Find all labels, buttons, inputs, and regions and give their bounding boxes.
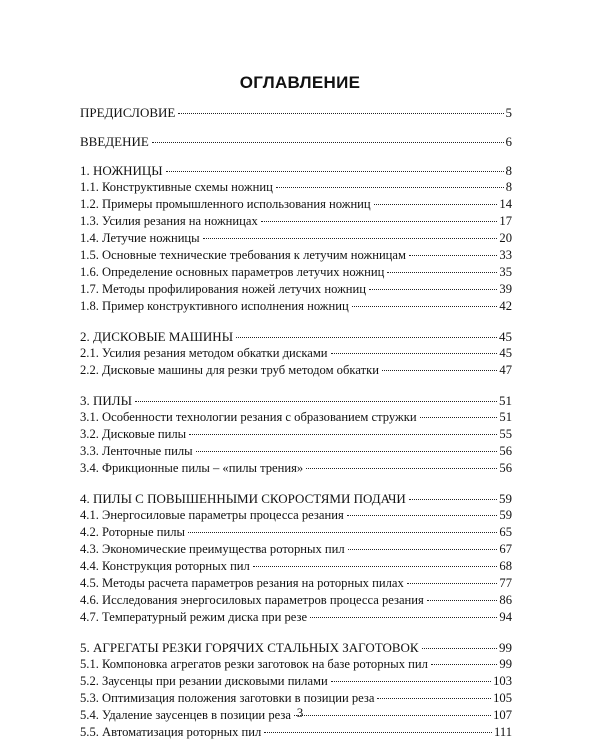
toc-subsection-entry (80, 426, 512, 443)
entry-page-number: 20 (499, 231, 512, 245)
chapter-title: 4. ПИЛЫ С ПОВЫШЕННЫМИ СКОРОСТЯМИ ПОДАЧИ (80, 491, 406, 506)
subsection-title: 4.1. Энергосиловые параметры процесса резания (80, 508, 344, 522)
subsection-title: 5.5. Автоматизация роторных пил (80, 725, 262, 739)
dot-leader (409, 499, 497, 500)
subsection-title: 1.6. Определение основных параметров летучих ножниц (80, 265, 385, 279)
subsection-title: 3.3. Ленточные пилы (80, 444, 193, 458)
dot-leader (369, 289, 497, 290)
toc-subsection-entry (80, 409, 512, 426)
entry-page-number: 51 (499, 410, 512, 424)
entry-page-number: 56 (499, 461, 512, 475)
subsection-title: 4.6. Исследования энергосиловых параметров процесса резания (80, 593, 424, 607)
toc-section (80, 104, 512, 121)
toc-subsection-entry (80, 298, 512, 315)
toc-section (80, 162, 512, 315)
dot-leader (310, 617, 497, 618)
entry-page-number: 14 (499, 197, 512, 211)
dot-leader (166, 171, 504, 172)
toc-subsection-entry (80, 345, 512, 362)
toc-subsection-entry (80, 443, 512, 460)
subsection-title: 2.1. Усилия резания методом обкатки дисками (80, 346, 328, 360)
chapter-title: ПРЕДИСЛОВИЕ (80, 105, 176, 120)
dot-leader (253, 566, 498, 567)
subsection-title: 1.1. Конструктивные схемы ножниц (80, 180, 273, 194)
entry-page-number: 45 (499, 329, 512, 344)
entry-page-number: 86 (499, 593, 512, 607)
dot-leader (377, 698, 491, 699)
subsection-title: 4.7. Температурный режим диска при резе (80, 610, 308, 624)
dot-leader (387, 272, 497, 273)
toc-chapter-entry (80, 133, 512, 150)
toc-subsection-entry (80, 575, 512, 592)
subsection-title: 5.3. Оптимизация положения заготовки в позиции реза (80, 691, 375, 705)
toc-chapter-entry (80, 328, 512, 345)
entry-page-number: 111 (494, 725, 512, 739)
toc-chapter-entry (80, 392, 512, 409)
dot-leader (427, 600, 498, 601)
toc-subsection-entry (80, 524, 512, 541)
toc-subsection-entry (80, 507, 512, 524)
dot-leader (152, 142, 504, 143)
toc-chapter-entry (80, 104, 512, 121)
dot-leader (188, 532, 497, 533)
subsection-title: 4.3. Экономические преимущества роторных пил (80, 542, 345, 556)
entry-page-number: 105 (493, 691, 512, 705)
entry-page-number: 42 (499, 299, 512, 313)
toc-subsection-entry (80, 592, 512, 609)
entry-page-number: 68 (499, 559, 512, 573)
table-of-contents (80, 104, 512, 754)
subsection-title: 1.8. Пример конструктивного исполнения ножниц (80, 299, 349, 313)
subsection-title: 5.2. Заусенцы при резании дисковыми пилами (80, 674, 328, 688)
dot-leader (276, 187, 504, 188)
dot-leader (374, 204, 498, 205)
entry-page-number: 51 (499, 393, 512, 408)
toc-subsection-entry (80, 264, 512, 281)
toc-subsection-entry (80, 558, 512, 575)
dot-leader (189, 434, 497, 435)
dot-leader (135, 401, 497, 402)
toc-subsection-entry (80, 213, 512, 230)
dot-leader (196, 451, 498, 452)
entry-page-number: 67 (499, 542, 512, 556)
toc-subsection-entry (80, 656, 512, 673)
toc-section (80, 490, 512, 626)
subsection-title: 2.2. Дисковые машины для резки труб методом обкатки (80, 363, 379, 377)
subsection-title: 1.3. Усилия резания на ножницах (80, 214, 258, 228)
page-title: ОГЛАВЛЕНИЕ (239, 73, 361, 92)
subsection-title: 3.4. Фрикционные пилы – «пилы трения» (80, 461, 304, 475)
subsection-title: 1.5. Основные технические требования к летучим ножницам (80, 248, 406, 262)
dot-leader (382, 370, 497, 371)
dot-leader (407, 583, 498, 584)
subsection-title: 3.1. Особенности технологии резания с образованием стружки (80, 410, 417, 424)
toc-subsection-entry (80, 724, 512, 741)
chapter-title: 5. АГРЕГАТЫ РЕЗКИ ГОРЯЧИХ СТАЛЬНЫХ ЗАГОТОВОК (80, 640, 419, 655)
dot-leader (331, 681, 491, 682)
dot-leader (203, 238, 498, 239)
toc-subsection-entry (80, 362, 512, 379)
entry-page-number: 17 (499, 214, 512, 228)
dot-leader (236, 337, 497, 338)
subsection-title: 4.2. Роторные пилы (80, 525, 185, 539)
subsection-title: 4.5. Методы расчета параметров резания на роторных пилах (80, 576, 404, 590)
toc-subsection-entry (80, 179, 512, 196)
toc-section (80, 133, 512, 150)
chapter-title: 2. ДИСКОВЫЕ МАШИНЫ (80, 329, 234, 344)
dot-leader (422, 648, 497, 649)
entry-page-number: 99 (499, 640, 512, 655)
toc-subsection-entry (80, 281, 512, 298)
dot-leader (431, 664, 497, 665)
subsection-title: 5.1. Компоновка агрегатов резки заготовок на базе роторных пил (80, 657, 428, 671)
chapter-title: ВВЕДЕНИЕ (80, 134, 149, 149)
entry-page-number: 99 (499, 657, 512, 671)
toc-chapter-entry (80, 490, 512, 507)
subsection-title: 1.4. Летучие ножницы (80, 231, 200, 245)
entry-page-number: 39 (499, 282, 512, 296)
subsection-title: 1.2. Примеры промышленного использования ножниц (80, 197, 371, 211)
entry-page-number: 107 (493, 708, 512, 722)
toc-subsection-entry (80, 196, 512, 213)
subsection-title: 1.7. Методы профилирования ножей летучих ножниц (80, 282, 366, 296)
toc-section (80, 392, 512, 477)
subsection-title: 4.4. Конструкция роторных пил (80, 559, 250, 573)
entry-page-number: 8 (505, 180, 512, 194)
entry-page-number: 103 (493, 674, 512, 688)
subsection-title: 5.4. Удаление заусенцев в позиции реза (80, 708, 291, 722)
entry-page-number: 33 (499, 248, 512, 262)
dot-leader (306, 468, 497, 469)
toc-subsection-entry (80, 247, 512, 264)
entry-page-number: 65 (499, 525, 512, 539)
entry-page-number: 35 (499, 265, 512, 279)
entry-page-number: 45 (499, 346, 512, 360)
dot-leader (420, 417, 498, 418)
chapter-title: 1. НОЖНИЦЫ (80, 163, 163, 178)
toc-subsection-entry (80, 609, 512, 626)
toc-subsection-entry (80, 460, 512, 477)
entry-page-number: 56 (499, 444, 512, 458)
entry-page-number: 77 (499, 576, 512, 590)
toc-subsection-entry (80, 230, 512, 247)
dot-leader (264, 732, 492, 733)
entry-page-number: 8 (505, 163, 512, 178)
toc-chapter-entry (80, 162, 512, 179)
toc-section (80, 639, 512, 741)
subsection-title: 3.2. Дисковые пилы (80, 427, 187, 441)
dot-leader (352, 306, 498, 307)
entry-page-number: 6 (505, 134, 512, 149)
toc-subsection-entry (80, 673, 512, 690)
toc-section (80, 328, 512, 379)
chapter-title: 3. ПИЛЫ (80, 393, 132, 408)
entry-page-number: 47 (499, 363, 512, 377)
toc-subsection-entry (80, 541, 512, 558)
dot-leader (331, 353, 498, 354)
entry-page-number: 94 (499, 610, 512, 624)
entry-page-number: 59 (499, 491, 512, 506)
entry-page-number: 59 (499, 508, 512, 522)
dot-leader (261, 221, 498, 222)
dot-leader (348, 549, 498, 550)
dot-leader (409, 255, 497, 256)
page-number: 3 (296, 705, 304, 720)
dot-leader (178, 113, 503, 114)
toc-chapter-entry (80, 639, 512, 656)
dot-leader (347, 515, 498, 516)
entry-page-number: 5 (505, 105, 512, 120)
entry-page-number: 55 (499, 427, 512, 441)
